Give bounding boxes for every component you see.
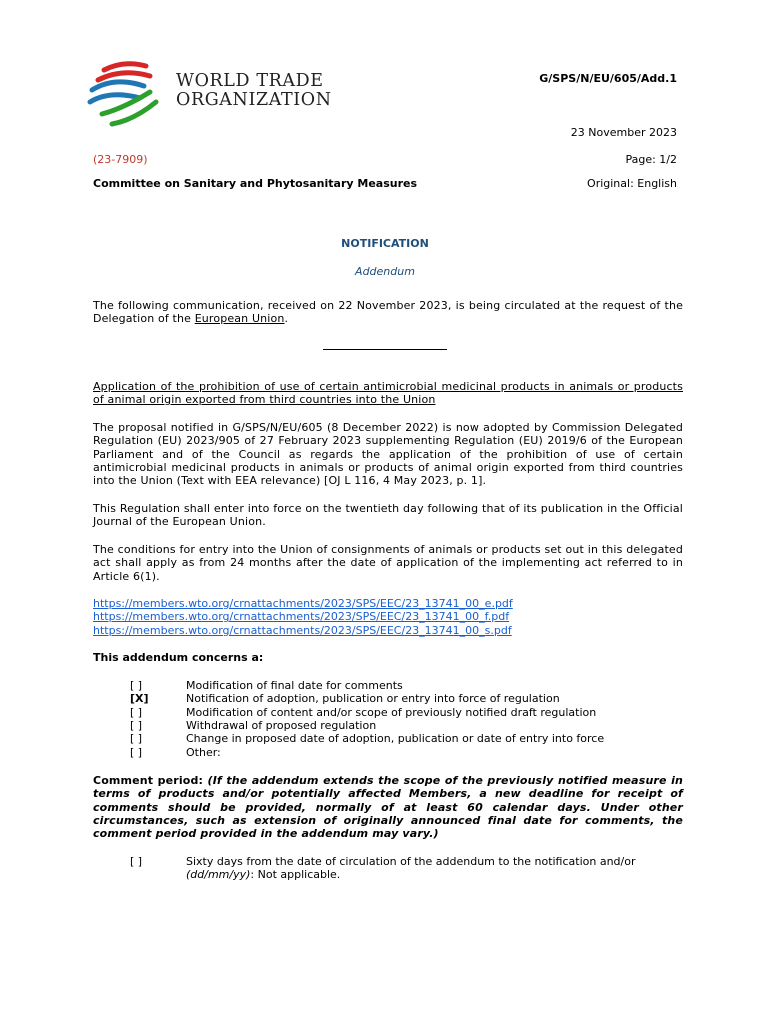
concerns-label: This addendum concerns a: bbox=[93, 651, 264, 664]
logo-wordmark bbox=[176, 72, 332, 110]
option-row bbox=[93, 746, 653, 759]
document-date: 23 November 2023 bbox=[570, 126, 677, 139]
paragraph-entry-into-force: This Regulation shall enter into force on the twentieth day following that of its publication in the Official Journal of the European Union. bbox=[93, 502, 683, 529]
option-label: Other: bbox=[186, 745, 221, 759]
option-label: Notification of adoption, publication or entry into force of regulation bbox=[186, 692, 560, 706]
page-indicator: Page: 1/2 bbox=[625, 153, 677, 166]
wto-logo-icon bbox=[84, 52, 174, 132]
option-label: Modification of content and/or scope of previously notified draft regulation bbox=[186, 705, 597, 719]
intro-text: The following communication, received on 22 November 2023, is being circulated at the request of the Delegation of the bbox=[93, 299, 683, 326]
addendum-subtitle: Addendum bbox=[355, 265, 415, 278]
comment-period bbox=[93, 774, 683, 840]
option-checkbox: [ ] bbox=[130, 745, 143, 759]
attachment-link-spanish[interactable]: https://members.wto.org/crnattachments/2023/SPS/EEC/23_13741_00_s.pdf bbox=[93, 623, 512, 637]
attachment-link-english[interactable]: https://members.wto.org/crnattachments/2023/SPS/EEC/23_13741_00_e.pdf bbox=[93, 597, 513, 610]
paragraph-adoption: The proposal notified in G/SPS/N/EU/605 (8 December 2022) is now adopted by Commission Delegated Regulation (EU) 2023/905 of 27 February 2023 supplementing Regulation (EU) 2019/6 of the European Parliament and of the Council as regards the application of the prohibition of use of certain antimicrobial medicinal products in animals or products of animal origin exported from third countries into the Union (Text with EEA relevance) [OJ L 116, 4 May 2023, p. 1]. bbox=[93, 421, 683, 488]
document-symbol: G/SPS/N/EU/605/Add.1 bbox=[539, 72, 677, 85]
logo-line-1: WORLD TRADE bbox=[176, 71, 324, 91]
sixty-days-description: Sixty days from the date of circulation of the addendum to the notification and/or bbox=[186, 855, 636, 868]
original-language: Original: English bbox=[587, 177, 677, 190]
intro-paragraph bbox=[93, 299, 683, 326]
paragraph-conditions: The conditions for entry into the Union of consignments of animals or products set out in this delegated act shall apply as from 24 months after the date of application of the implementing act referred to in Article 6(1). bbox=[93, 543, 683, 583]
divider bbox=[323, 349, 447, 350]
option-checkbox-checked: [X] bbox=[130, 692, 149, 706]
notification-title: NOTIFICATION bbox=[341, 237, 429, 250]
sixty-days-value: : Not applicable. bbox=[250, 868, 341, 882]
sixty-days-checkbox: [ ] bbox=[130, 855, 143, 868]
attachment-links bbox=[93, 597, 513, 637]
option-label: Change in proposed date of adoption, publication or date of entry into force bbox=[186, 732, 605, 746]
option-row bbox=[93, 679, 653, 692]
option-label: Modification of final date for comments bbox=[186, 679, 403, 692]
document-number: (23-7909) bbox=[93, 153, 148, 166]
option-checkbox: [ ] bbox=[130, 732, 143, 746]
attachment-link-french[interactable]: https://members.wto.org/crnattachments/2023/SPS/EEC/23_13741_00_f.pdf bbox=[93, 610, 510, 624]
european-union-link[interactable]: European Union bbox=[194, 312, 285, 326]
option-label: Withdrawal of proposed regulation bbox=[186, 718, 377, 732]
intro-end: . bbox=[284, 312, 289, 326]
comment-period-text: (If the addendum extends the scope of the previously notified measure in terms of products and/or potentially affected Members, a new deadline for receipt of comments should be provided, normally of at least 60 calendar days. Under other circumstances, such as extension of originally announced final date for comments, the comment period provided in the addendum may vary.) bbox=[93, 774, 683, 841]
sixty-days-text bbox=[186, 855, 683, 882]
measure-heading: Application of the prohibition of use of certain antimicrobial medicinal products in animals or products of animal origin exported from third countries into the Union bbox=[93, 380, 683, 407]
option-row bbox=[93, 692, 653, 705]
comment-period-label: Comment period: bbox=[93, 774, 208, 787]
committee-name: Committee on Sanitary and Phytosanitary Measures bbox=[93, 177, 418, 190]
sixty-days-format: (dd/mm/yy) bbox=[186, 868, 251, 882]
option-checkbox: [ ] bbox=[130, 705, 143, 719]
sixty-days-row bbox=[93, 855, 693, 885]
wto-logo bbox=[84, 52, 344, 132]
option-row bbox=[93, 706, 653, 719]
logo-line-2: ORGANIZATION bbox=[176, 90, 332, 110]
option-row bbox=[93, 719, 653, 732]
option-row bbox=[93, 732, 653, 745]
option-checkbox: [ ] bbox=[130, 718, 143, 732]
concerns-options bbox=[93, 679, 693, 761]
option-checkbox: [ ] bbox=[130, 679, 143, 692]
